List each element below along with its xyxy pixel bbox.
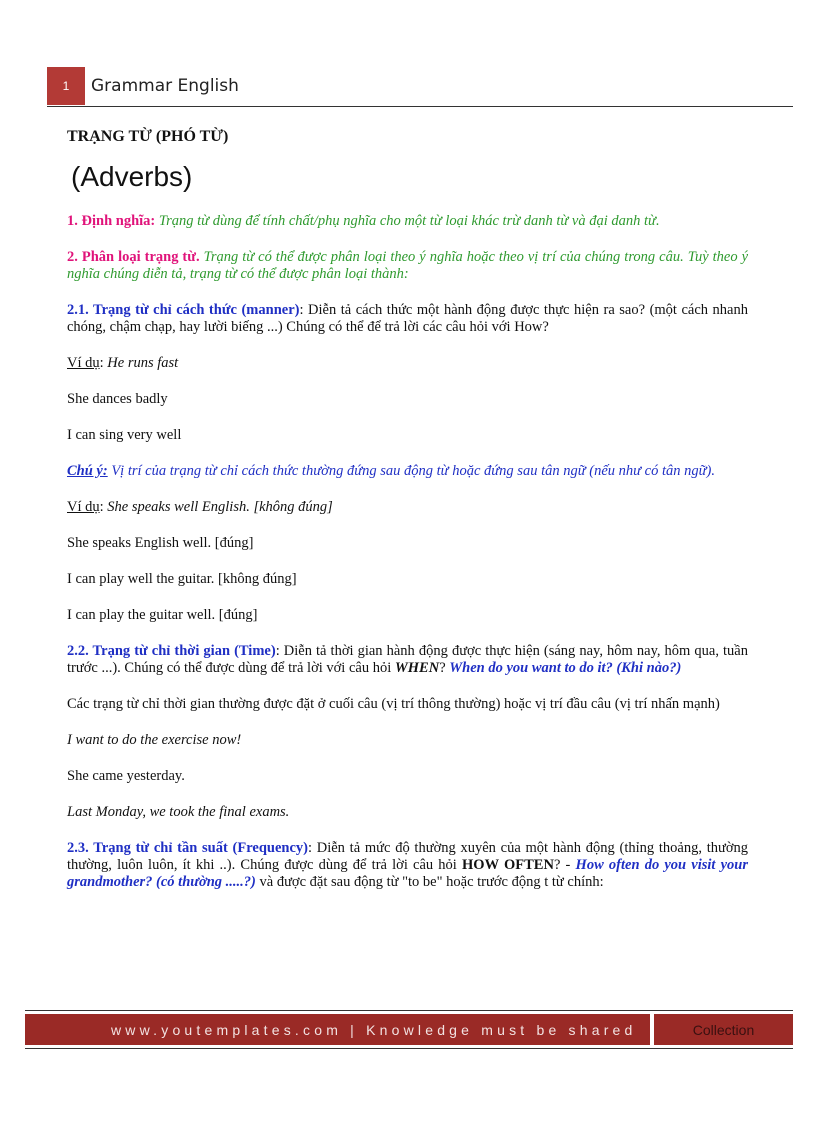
example-text: He runs fast: [103, 355, 179, 371]
manner-example: [67, 355, 748, 372]
frequency-tail: và được đặt sau động từ "to be" hoặc trước động t từ chính:: [255, 874, 604, 890]
note-label: Chú ý:: [67, 463, 108, 479]
classification-text: Trạng từ có thể được phân loại theo ý nghĩa hoặc theo vị trí của chúng trong câu. Tuỳ theo ý nghĩa chúng diễn tả, trạng từ có thể được phân loại thành:: [67, 249, 749, 282]
header-title: Grammar English: [91, 76, 239, 96]
definition-text: Trạng từ dùng để tính chất/phụ nghĩa cho một từ loại khác trừ danh từ và đại danh từ.: [155, 213, 660, 229]
manner-line-6: I can play the guitar well. [đúng]: [67, 607, 258, 623]
manner-line-3: I can sing very well: [67, 427, 182, 443]
frequency-heading: 2.3. Trạng từ chỉ tần suất (Frequency): [67, 840, 308, 856]
footer-text: www.youtemplates.com | Knowledge must be shared: [25, 1014, 650, 1045]
manner-note: [67, 463, 748, 480]
definition-label: 1. Định nghĩa:: [67, 213, 156, 229]
doc-subtitle: (Adverbs): [71, 161, 193, 192]
doc-title: TRẠNG TỪ (PHÓ TỪ): [67, 128, 229, 145]
manner-line-2: She dances badly: [67, 391, 168, 407]
time-paragraph: [67, 643, 748, 677]
classification-paragraph: [67, 249, 748, 283]
manner-line-4: She speaks English well. [đúng]: [67, 535, 254, 551]
manner-line-5: I can play well the guitar. [không đúng]: [67, 571, 297, 587]
header-divider: [47, 106, 793, 107]
example-2-label: Ví dụ: [67, 499, 100, 515]
time-heading: 2.2. Trạng từ chỉ thời gian (Time): [67, 643, 276, 659]
document-body: [67, 128, 748, 891]
manner-example-2: [67, 499, 748, 516]
time-question: When do you want to do it? (Khi nào?): [449, 660, 682, 676]
time-question-mark: ?: [439, 660, 450, 676]
footer-divider-bottom: [25, 1048, 793, 1049]
frequency-dash: ? -: [553, 857, 576, 873]
manner-text: : Diễn tả cách thức một hành động được thực hiện ra sao? (một cách nhanh chóng, chậm chạp, hay lười biếng ...) Chúng có thể để trả lời các câu hỏi với How?: [67, 302, 748, 335]
frequency-question: How often do you visit your grandmother? (có thường .....?): [67, 857, 749, 890]
frequency-how-often: HOW OFTEN: [462, 857, 554, 873]
classification-label: 2. Phân loại trạng từ.: [67, 249, 200, 265]
time-example-1: I want to do the exercise now!: [67, 732, 242, 748]
manner-heading: 2.1. Trạng từ chỉ cách thức (manner): [67, 302, 300, 318]
time-example-2: She came yesterday.: [67, 768, 185, 784]
frequency-text: : Diễn tả mức độ thường xuyên của một hành động (thỉng thoảng, thường thường, luôn luôn, ít khi ..). Chúng được dùng để trả lời câu hỏi: [67, 840, 748, 873]
manner-paragraph: [67, 302, 748, 336]
footer-collection-tab: Collection: [654, 1014, 793, 1045]
example-2-text: She speaks well English. [không đúng]: [103, 499, 333, 515]
time-when: WHEN: [394, 660, 440, 676]
time-position: Các trạng từ chỉ thời gian thường được đặt ở cuối câu (vị trí thông thường) hoặc vị trí đầu câu (vị trí nhấn mạnh): [67, 696, 720, 712]
definition-paragraph: [67, 213, 748, 230]
time-text: : Diễn tả thời gian hành động được thực hiện (sáng nay, hôm nay, hôm qua, tuần trước ...). Chúng có thể được dùng để trả lời với câu hỏi: [67, 643, 748, 676]
example-label: Ví dụ: [67, 355, 100, 371]
time-example-3: Last Monday, we took the final exams.: [67, 804, 290, 820]
example-2-colon: :: [99, 499, 104, 515]
footer-bar: [25, 1014, 793, 1045]
frequency-paragraph: [67, 840, 748, 891]
page-number: 1: [47, 67, 85, 105]
note-text: Vị trí của trạng từ chỉ cách thức thường đứng sau động từ hoặc đứng sau tân ngữ (nếu như có tân ngữ).: [107, 463, 716, 479]
example-colon: :: [99, 355, 104, 371]
footer-divider-top: [25, 1010, 793, 1011]
